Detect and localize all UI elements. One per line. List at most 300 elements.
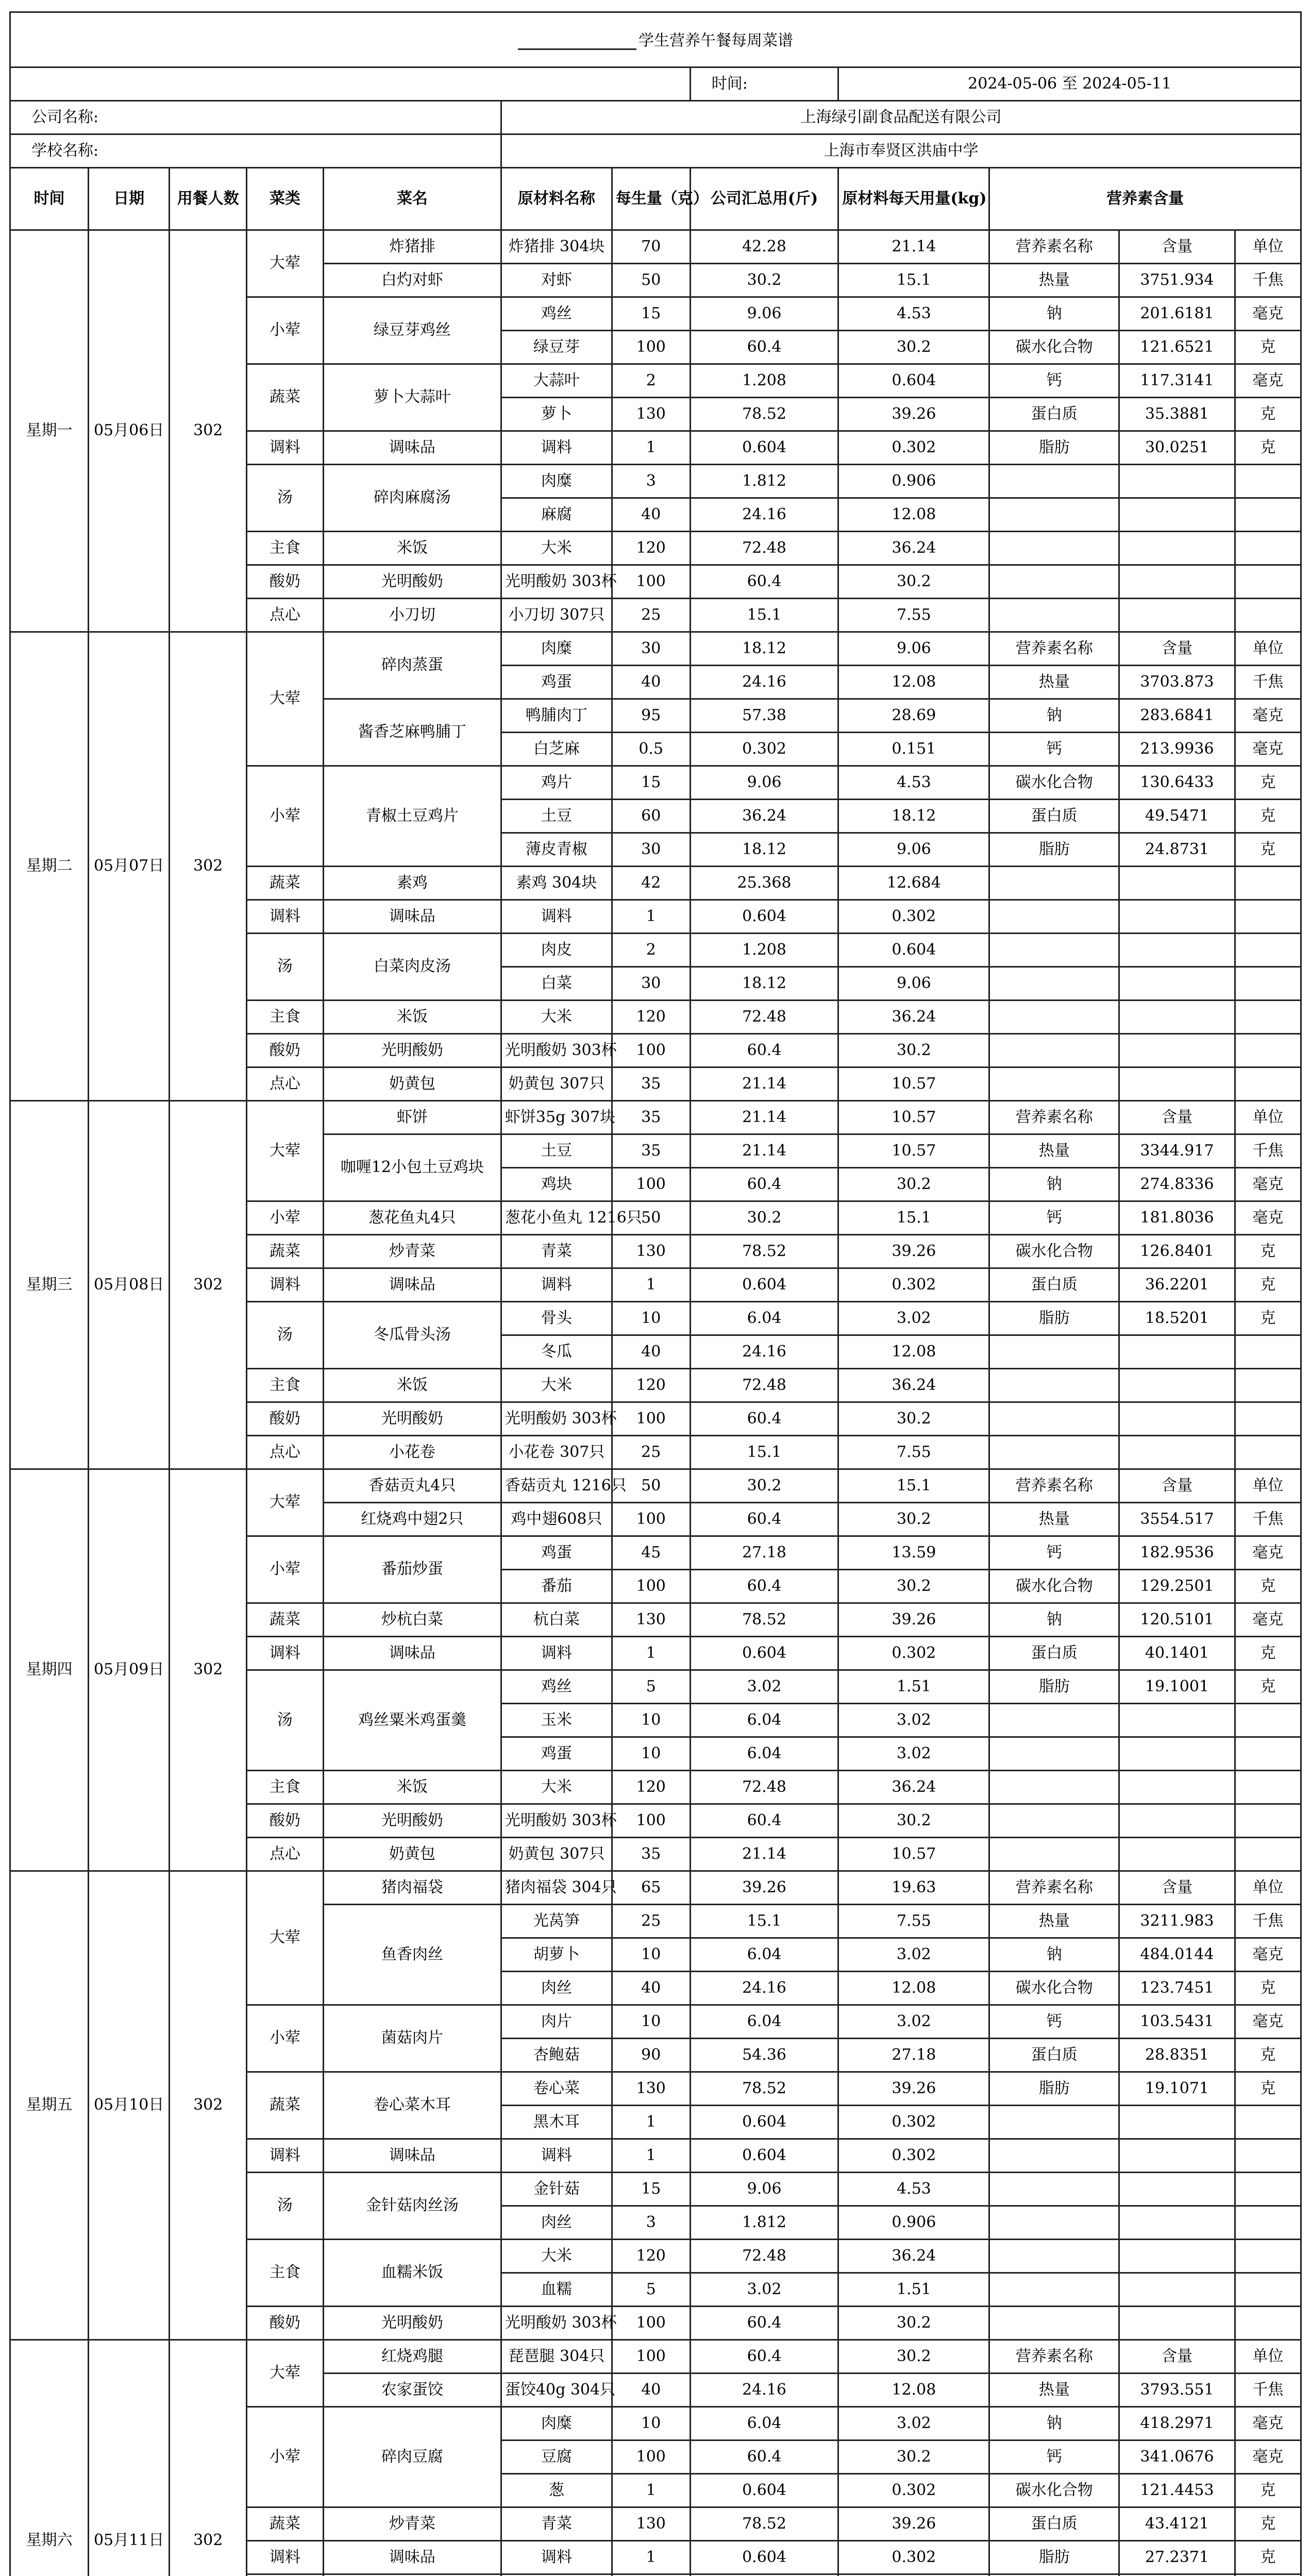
nutrient-unit-cell — [1235, 2574, 1301, 2576]
company-total-cell: 27.18 — [690, 1536, 838, 1570]
nutrient-unit-cell — [1235, 2307, 1301, 2340]
nutrient-amount-cell — [1119, 565, 1235, 599]
dish-cell — [323, 2574, 501, 2576]
category-cell: 小荤 — [247, 1536, 324, 1603]
nutrient-name-cell — [989, 565, 1119, 599]
nutrient-name-cell: 蛋白质 — [989, 398, 1119, 431]
dish-cell: 萝卜大蒜叶 — [323, 364, 501, 431]
nutrient-amount-cell — [1119, 532, 1235, 565]
per-student-cell: 1 — [612, 1637, 690, 1670]
nutrient-unit-cell: 千焦 — [1235, 264, 1301, 297]
page-title — [10, 12, 1301, 67]
daily-kg-cell: 4.53 — [838, 297, 989, 331]
company-total-cell: 18.12 — [690, 967, 838, 1001]
daily-kg-cell: 30.2 — [838, 2441, 989, 2474]
nutrient-name-cell — [989, 867, 1119, 900]
company-total-cell: 6.04 — [690, 2005, 838, 2039]
company-total-cell: 60.4 — [690, 1570, 838, 1603]
company-total-cell: 39.26 — [690, 1871, 838, 1905]
dish-cell: 红烧鸡腿 — [323, 2340, 501, 2374]
nutrient-amount-cell: 484.0144 — [1119, 1938, 1235, 1972]
company-total-cell: 21.14 — [690, 1838, 838, 1871]
per-student-cell: 100 — [612, 2441, 690, 2474]
nutrient-name-cell: 钙 — [989, 1201, 1119, 1235]
daily-kg-cell: 9.06 — [838, 967, 989, 1001]
nutrient-unit-cell — [1235, 2206, 1301, 2240]
nutrient-name-cell: 碳水化合物 — [989, 766, 1119, 800]
company-total-cell: 0.604 — [690, 900, 838, 934]
nutrient-unit-cell: 毫克 — [1235, 699, 1301, 733]
per-student-cell: 65 — [612, 1871, 690, 1905]
per-student-cell: 120 — [612, 2240, 690, 2273]
company-total-cell: 60.4 — [690, 2340, 838, 2374]
company-total-cell: 9.06 — [690, 297, 838, 331]
nutrient-unit-cell: 毫克 — [1235, 1168, 1301, 1201]
nutrient-name-cell — [989, 967, 1119, 1001]
company-total-cell: 0.604 — [690, 431, 838, 465]
nutrient-amount-cell — [1119, 2240, 1235, 2273]
material-cell: 香菇贡丸 1216只 — [501, 1469, 612, 1503]
per-student-cell: 50 — [612, 264, 690, 297]
nutrient-name-cell: 营养素名称 — [989, 2340, 1119, 2374]
nutrient-amount-cell — [1119, 2206, 1235, 2240]
daily-kg-cell: 3.02 — [838, 1737, 989, 1771]
company-total-cell: 60.4 — [690, 1503, 838, 1536]
dish-cell: 米饭 — [323, 1001, 501, 1034]
nutrient-name-cell — [989, 498, 1119, 532]
daily-kg-cell: 36.24 — [838, 1001, 989, 1034]
category-cell: 小荤 — [247, 2005, 324, 2072]
company-total-cell: 0.604 — [690, 2474, 838, 2507]
dish-cell: 金针菇肉丝汤 — [323, 2173, 501, 2240]
category-cell: 汤 — [247, 2173, 324, 2240]
date-cell: 05月11日 — [88, 2340, 169, 2576]
nutrient-unit-cell: 千焦 — [1235, 666, 1301, 699]
per-student-cell: 25 — [612, 1436, 690, 1469]
dish-cell: 米饭 — [323, 1369, 501, 1402]
header-category: 菜类 — [247, 168, 324, 230]
daily-kg-cell: 36.24 — [838, 532, 989, 565]
daily-kg-cell: 12.684 — [838, 867, 989, 900]
nutrient-name-cell: 脂肪 — [989, 833, 1119, 867]
company-total-cell: 54.36 — [690, 2039, 838, 2072]
nutrient-unit-cell: 毫克 — [1235, 733, 1301, 766]
daily-kg-cell: 0.302 — [838, 900, 989, 934]
nutrient-unit-cell — [1235, 2240, 1301, 2273]
per-student-cell: 1 — [612, 2139, 690, 2173]
nutrient-name-cell — [989, 2139, 1119, 2173]
dish-cell: 血糯米饭 — [323, 2240, 501, 2307]
dish-cell: 调味品 — [323, 900, 501, 934]
company-total-cell: 6.04 — [690, 1302, 838, 1335]
daily-kg-cell: 30.2 — [838, 1804, 989, 1838]
dish-cell: 调味品 — [323, 2139, 501, 2173]
category-cell: 大荤 — [247, 2340, 324, 2407]
category-cell: 调料 — [247, 900, 324, 934]
daily-kg-cell: 0.302 — [838, 2474, 989, 2507]
daily-kg-cell: 30.2 — [838, 2340, 989, 2374]
company-total-cell: 9.06 — [690, 2173, 838, 2206]
nutrient-name-cell — [989, 1737, 1119, 1771]
dish-cell: 番茄炒蛋 — [323, 1536, 501, 1603]
per-student-cell: 100 — [612, 565, 690, 599]
company-label: 公司名称: — [10, 101, 501, 134]
material-cell: 杭白菜 — [501, 1603, 612, 1637]
company-total-cell: 72.48 — [690, 1369, 838, 1402]
per-student-cell: 1 — [612, 1268, 690, 1302]
material-cell: 大蒜叶 — [501, 364, 612, 398]
dish-cell: 菌菇肉片 — [323, 2005, 501, 2072]
material-cell: 调料 — [501, 1637, 612, 1670]
nutrient-name-cell: 脂肪 — [989, 1670, 1119, 1704]
per-student-cell: 10 — [612, 1302, 690, 1335]
dish-cell: 酱香芝麻鸭脯丁 — [323, 699, 501, 766]
per-student-cell: 0.5 — [612, 733, 690, 766]
material-cell: 对虾 — [501, 264, 612, 297]
material-cell: 光明酸奶 303杯 — [501, 2307, 612, 2340]
nutrient-unit-cell: 克 — [1235, 1268, 1301, 1302]
nutrient-name-cell — [989, 1704, 1119, 1737]
header-per-student: 每生量（克） — [612, 168, 690, 230]
daily-kg-cell: 12.08 — [838, 1335, 989, 1369]
daily-kg-cell: 39.26 — [838, 1235, 989, 1268]
dish-cell: 调味品 — [323, 1268, 501, 1302]
material-cell: 炸猪排 304块 — [501, 230, 612, 264]
category-cell: 蔬菜 — [247, 2072, 324, 2139]
company-total-cell: 72.48 — [690, 1771, 838, 1804]
material-cell: 大米 — [501, 532, 612, 565]
company-total-cell: 72.48 — [690, 2240, 838, 2273]
category-cell: 点心 — [247, 599, 324, 632]
daily-kg-cell: 30.2 — [838, 331, 989, 364]
dish-cell: 素鸡 — [323, 867, 501, 900]
company-total-cell: 18.12 — [690, 833, 838, 867]
material-cell: 调料 — [501, 1268, 612, 1302]
category-cell: 大荤 — [247, 1469, 324, 1536]
nutrient-amount-cell — [1119, 2307, 1235, 2340]
dish-cell: 碎肉豆腐 — [323, 2407, 501, 2507]
daily-kg-cell: 13.59 — [838, 1536, 989, 1570]
nutrient-unit-cell — [1235, 2106, 1301, 2139]
nutrient-amount-cell — [1119, 1804, 1235, 1838]
nutrient-amount-cell: 3793.551 — [1119, 2374, 1235, 2407]
company-total-cell: 60.4 — [690, 2441, 838, 2474]
nutrient-amount-cell: 24.8731 — [1119, 833, 1235, 867]
nutrient-amount-cell — [1119, 2173, 1235, 2206]
material-cell: 葱花小鱼丸 1216只 — [501, 1201, 612, 1235]
header-nutrition: 营养素含量 — [989, 168, 1301, 230]
material-cell: 杏鲍菇 — [501, 2039, 612, 2072]
material-cell: 土豆 — [501, 1134, 612, 1168]
diner-count-cell: 302 — [170, 1101, 247, 1469]
nutrient-unit-cell: 毫克 — [1235, 364, 1301, 398]
company-total-cell: 0.604 — [690, 2106, 838, 2139]
per-student-cell: 100 — [612, 2307, 690, 2340]
per-student-cell: 100 — [612, 1402, 690, 1436]
daily-kg-cell: 15.1 — [838, 1469, 989, 1503]
dish-cell: 炒杭白菜 — [323, 1603, 501, 1637]
daily-kg-cell: 36.24 — [838, 2240, 989, 2273]
nutrient-amount-cell — [1119, 1067, 1235, 1101]
company-total-cell: 15.1 — [690, 1436, 838, 1469]
material-cell: 奶黄包 307只 — [501, 1838, 612, 1871]
dish-cell: 小刀切 — [323, 599, 501, 632]
dish-cell: 青椒土豆鸡片 — [323, 766, 501, 867]
category-cell: 主食 — [247, 1771, 324, 1804]
material-cell: 大米 — [501, 1771, 612, 1804]
per-student-cell: 30 — [612, 833, 690, 867]
company-value: 上海绿引副食品配送有限公司 — [501, 101, 1301, 134]
company-total-cell: 36.24 — [690, 800, 838, 833]
daily-kg-cell: 0.302 — [838, 2106, 989, 2139]
material-cell: 素鸡 304块 — [501, 867, 612, 900]
nutrient-unit-cell — [1235, 900, 1301, 934]
daily-kg-cell: 30.2 — [838, 1168, 989, 1201]
per-student-cell: 45 — [612, 1536, 690, 1570]
title-blank-line — [518, 30, 636, 50]
nutrient-amount-cell: 121.4453 — [1119, 2474, 1235, 2507]
daily-kg-cell: 30.2 — [838, 1402, 989, 1436]
nutrient-unit-cell: 克 — [1235, 398, 1301, 431]
daily-kg-cell: 12.08 — [838, 666, 989, 699]
category-cell: 点心 — [247, 1838, 324, 1871]
company-total-cell: 30.2 — [690, 1469, 838, 1503]
nutrient-unit-cell — [1235, 1737, 1301, 1771]
category-cell: 酸奶 — [247, 1804, 324, 1838]
company-total-cell: 57.38 — [690, 699, 838, 733]
nutrient-amount-cell: 36.2201 — [1119, 1268, 1235, 1302]
daily-kg-cell: 39.26 — [838, 398, 989, 431]
nutrient-name-cell — [989, 1067, 1119, 1101]
nutrient-unit-cell: 克 — [1235, 1972, 1301, 2005]
nutrient-name-cell — [989, 2574, 1119, 2576]
per-student-cell: 90 — [612, 2039, 690, 2072]
nutrient-name-cell — [989, 934, 1119, 967]
material-cell: 土豆 — [501, 800, 612, 833]
daily-kg-cell: 0.302 — [838, 1637, 989, 1670]
nutrient-name-cell: 钠 — [989, 699, 1119, 733]
category-cell: 酸奶 — [247, 1402, 324, 1436]
company-total-cell: 0.604 — [690, 2541, 838, 2574]
per-student-cell: 15 — [612, 297, 690, 331]
material-cell: 鸭脯肉丁 — [501, 699, 612, 733]
nutrient-amount-cell: 130.6433 — [1119, 766, 1235, 800]
dish-cell: 碎肉蒸蛋 — [323, 632, 501, 699]
daily-kg-cell: 30.2 — [838, 1570, 989, 1603]
per-student-cell: 5 — [612, 2273, 690, 2307]
dish-cell: 光明酸奶 — [323, 1034, 501, 1067]
nutrient-unit-cell: 单位 — [1235, 1469, 1301, 1503]
weekday-cell: 星期六 — [10, 2340, 89, 2576]
material-cell: 蛋饺40g 304只 — [501, 2374, 612, 2407]
daily-kg-cell: 7.55 — [838, 599, 989, 632]
nutrient-unit-cell: 单位 — [1235, 2340, 1301, 2374]
nutrient-amount-cell: 129.2501 — [1119, 1570, 1235, 1603]
dish-cell: 卷心菜木耳 — [323, 2072, 501, 2139]
dish-cell: 炸猪排 — [323, 230, 501, 264]
per-student-cell: 120 — [612, 1771, 690, 1804]
material-cell: 鸡丝 — [501, 297, 612, 331]
material-cell: 小刀切 307只 — [501, 599, 612, 632]
nutrient-unit-cell — [1235, 1034, 1301, 1067]
material-cell: 肉丝 — [501, 1972, 612, 2005]
per-student-cell: 40 — [612, 1972, 690, 2005]
daily-kg-cell: 39.26 — [838, 2072, 989, 2106]
dish-cell: 白菜肉皮汤 — [323, 934, 501, 1001]
nutrient-name-cell: 脂肪 — [989, 2541, 1119, 2574]
per-student-cell: 100 — [612, 331, 690, 364]
nutrient-name-cell: 钠 — [989, 1938, 1119, 1972]
header-date: 日期 — [88, 168, 169, 230]
dish-cell: 碎肉麻腐汤 — [323, 465, 501, 532]
nutrient-unit-cell — [1235, 2139, 1301, 2173]
nutrient-amount-cell — [1119, 2106, 1235, 2139]
nutrient-name-cell — [989, 900, 1119, 934]
company-total-cell: 21.14 — [690, 1067, 838, 1101]
nutrient-amount-cell: 418.2971 — [1119, 2407, 1235, 2441]
weekday-cell: 星期三 — [10, 1101, 89, 1469]
daily-kg-cell: 39.26 — [838, 1603, 989, 1637]
daily-kg-cell: 0.604 — [838, 364, 989, 398]
nutrient-amount-cell: 28.8351 — [1119, 2039, 1235, 2072]
nutrient-unit-cell: 千焦 — [1235, 1503, 1301, 1536]
company-total-cell: 24.16 — [690, 1972, 838, 2005]
nutrient-unit-cell — [1235, 1369, 1301, 1402]
header-diners: 用餐人数 — [170, 168, 247, 230]
dish-cell: 小花卷 — [323, 1436, 501, 1469]
material-cell: 胡萝卜 — [501, 1938, 612, 1972]
company-total-cell: 21.14 — [690, 1134, 838, 1168]
nutrient-unit-cell — [1235, 1838, 1301, 1871]
material-cell: 卷心菜 — [501, 2072, 612, 2106]
daily-kg-cell: 10.57 — [838, 1838, 989, 1871]
category-cell: 大荤 — [247, 1101, 324, 1201]
company-total-cell: 78.52 — [690, 1603, 838, 1637]
nutrient-unit-cell: 毫克 — [1235, 1201, 1301, 1235]
daily-kg-cell: 7.55 — [838, 1436, 989, 1469]
nutrient-amount-cell — [1119, 465, 1235, 498]
per-student-cell — [612, 2574, 690, 2576]
material-cell — [501, 2574, 612, 2576]
nutrient-amount-cell: 27.2371 — [1119, 2541, 1235, 2574]
company-total-cell: 30.2 — [690, 1201, 838, 1235]
nutrient-unit-cell: 克 — [1235, 1235, 1301, 1268]
per-student-cell: 1 — [612, 431, 690, 465]
nutrient-unit-cell: 毫克 — [1235, 2441, 1301, 2474]
category-cell: 蔬菜 — [247, 1603, 324, 1637]
nutrient-amount-cell — [1119, 2139, 1235, 2173]
nutrient-amount-cell: 30.0251 — [1119, 431, 1235, 465]
company-total-cell: 24.16 — [690, 2374, 838, 2407]
nutrient-amount-cell: 117.3141 — [1119, 364, 1235, 398]
material-cell: 血糯 — [501, 2273, 612, 2307]
daily-kg-cell: 12.08 — [838, 2374, 989, 2407]
company-total-cell: 60.4 — [690, 331, 838, 364]
material-cell: 琵琶腿 304只 — [501, 2340, 612, 2374]
nutrient-unit-cell: 毫克 — [1235, 2407, 1301, 2441]
table-row — [10, 1469, 1301, 1503]
material-cell: 白菜 — [501, 967, 612, 1001]
category-cell: 调料 — [247, 1637, 324, 1670]
nutrient-unit-cell — [1235, 1402, 1301, 1436]
nutrient-amount-cell — [1119, 1001, 1235, 1034]
nutrient-name-cell: 营养素名称 — [989, 1871, 1119, 1905]
material-cell: 光明酸奶 303杯 — [501, 1034, 612, 1067]
per-student-cell: 120 — [612, 1369, 690, 1402]
date-cell: 05月09日 — [88, 1469, 169, 1871]
time-label: 时间: — [690, 67, 838, 101]
nutrient-name-cell — [989, 1804, 1119, 1838]
nutrient-amount-cell — [1119, 1838, 1235, 1871]
nutrient-unit-cell: 克 — [1235, 2039, 1301, 2072]
dish-cell: 调味品 — [323, 1637, 501, 1670]
nutrient-name-cell: 钙 — [989, 364, 1119, 398]
nutrient-amount-cell: 123.7451 — [1119, 1972, 1235, 2005]
nutrient-unit-cell: 克 — [1235, 2474, 1301, 2507]
nutrient-unit-cell — [1235, 867, 1301, 900]
dish-cell: 香菇贡丸4只 — [323, 1469, 501, 1503]
daily-kg-cell: 10.57 — [838, 1134, 989, 1168]
weekday-cell: 星期二 — [10, 632, 89, 1101]
material-cell: 玉米 — [501, 1704, 612, 1737]
daily-kg-cell: 10.57 — [838, 1101, 989, 1134]
company-total-cell: 6.04 — [690, 1938, 838, 1972]
daily-kg-cell: 3.02 — [838, 2407, 989, 2441]
per-student-cell: 130 — [612, 1603, 690, 1637]
category-cell: 主食 — [247, 2240, 324, 2307]
nutrient-name-cell: 热量 — [989, 1503, 1119, 1536]
category-cell: 大荤 — [247, 1871, 324, 2005]
nutrient-unit-cell — [1235, 2173, 1301, 2206]
nutrient-amount-cell: 19.1071 — [1119, 2072, 1235, 2106]
per-student-cell: 25 — [612, 1905, 690, 1938]
material-cell: 肉丝 — [501, 2206, 612, 2240]
nutrient-unit-cell — [1235, 967, 1301, 1001]
daily-kg-cell: 15.1 — [838, 264, 989, 297]
nutrient-name-cell: 热量 — [989, 666, 1119, 699]
company-total-cell: 42.28 — [690, 230, 838, 264]
per-student-cell: 50 — [612, 1469, 690, 1503]
company-total-cell: 0.604 — [690, 1637, 838, 1670]
per-student-cell: 15 — [612, 2173, 690, 2206]
material-cell: 鸡蛋 — [501, 1536, 612, 1570]
per-student-cell: 120 — [612, 532, 690, 565]
category-cell: 酸奶 — [247, 565, 324, 599]
category-cell — [247, 2574, 324, 2576]
category-cell: 蔬菜 — [247, 1235, 324, 1268]
material-cell: 大米 — [501, 2240, 612, 2273]
nutrient-unit-cell: 千焦 — [1235, 2374, 1301, 2407]
per-student-cell: 100 — [612, 2340, 690, 2374]
nutrient-amount-cell: 18.5201 — [1119, 1302, 1235, 1335]
daily-kg-cell: 0.906 — [838, 2206, 989, 2240]
nutrient-name-cell: 脂肪 — [989, 2072, 1119, 2106]
nutrient-unit-cell — [1235, 1704, 1301, 1737]
category-cell: 调料 — [247, 431, 324, 465]
header-time: 时间 — [10, 168, 89, 230]
company-total-cell: 24.16 — [690, 498, 838, 532]
per-student-cell: 35 — [612, 1101, 690, 1134]
material-cell: 大米 — [501, 1001, 612, 1034]
per-student-cell: 10 — [612, 1704, 690, 1737]
diner-count-cell: 302 — [170, 1469, 247, 1871]
category-cell: 蔬菜 — [247, 867, 324, 900]
nutrient-unit-cell: 千焦 — [1235, 1905, 1301, 1938]
nutrient-amount-cell: 120.5101 — [1119, 1603, 1235, 1637]
nutrient-unit-cell: 毫克 — [1235, 1603, 1301, 1637]
nutrient-unit-cell: 克 — [1235, 2072, 1301, 2106]
material-cell: 骨头 — [501, 1302, 612, 1335]
